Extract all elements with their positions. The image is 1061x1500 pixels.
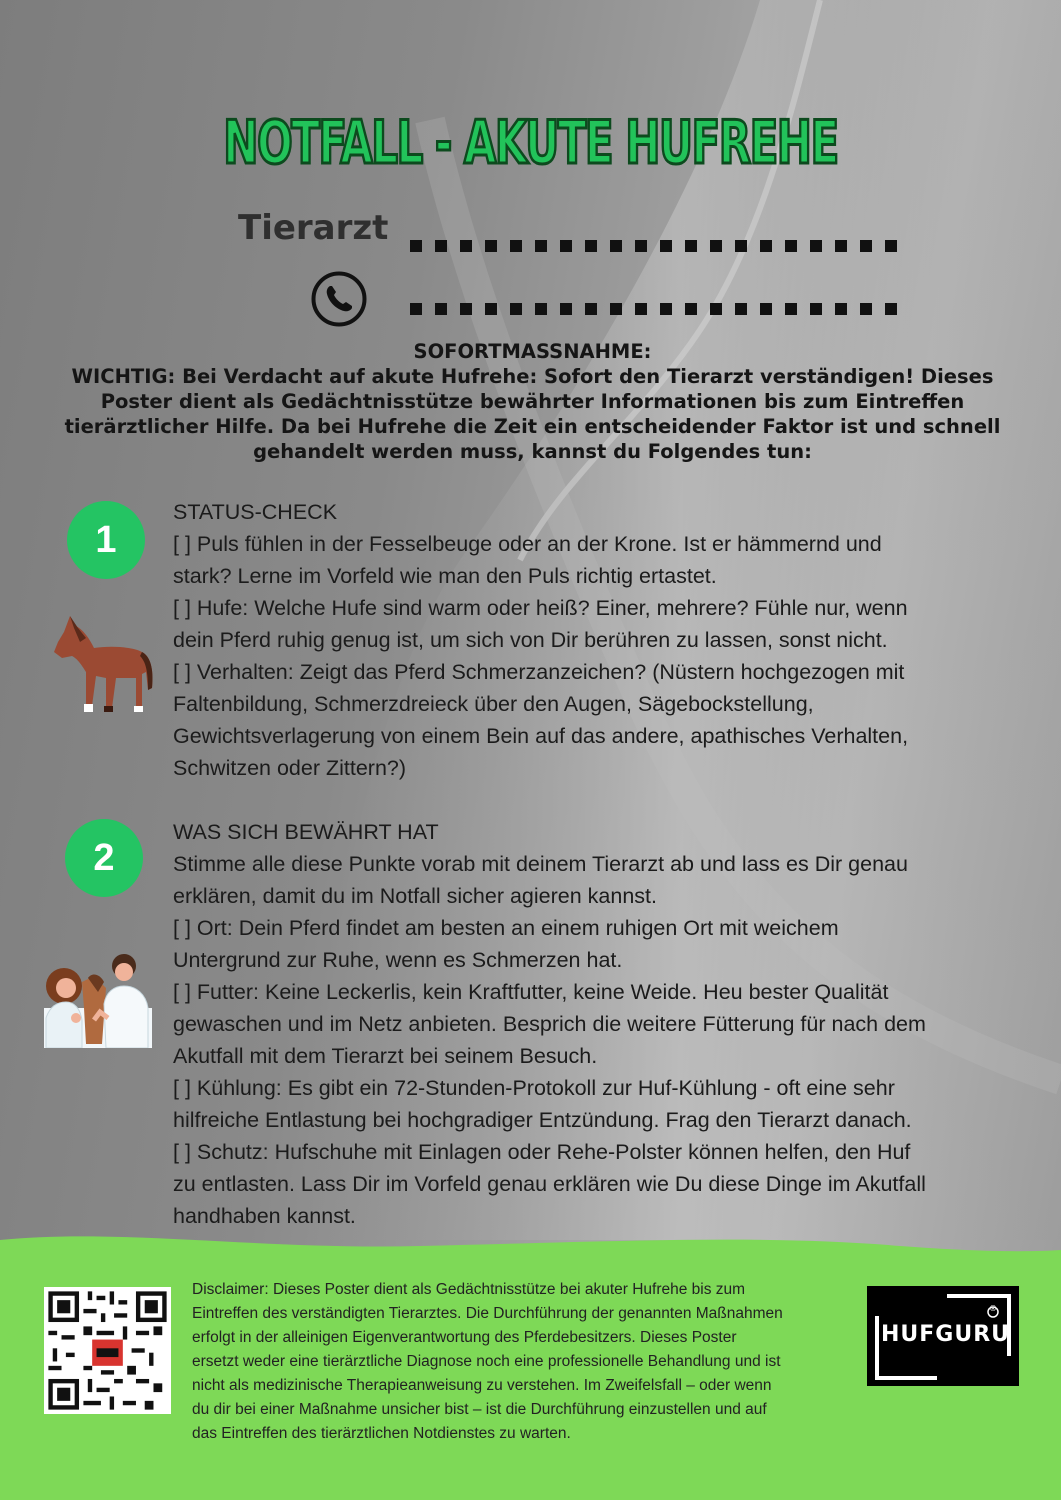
phone-icon	[311, 271, 367, 327]
sofort-heading: SOFORTMASSNAHME:	[413, 340, 652, 363]
disclaimer-line: du dir bei einer Maßnahme unsicher bist – ist die Durchführung einzustellen und auf	[192, 1401, 767, 1418]
step-1-badge: 1	[67, 501, 145, 579]
section-2-heading: WAS SICH BEWÄHRT HAT	[173, 820, 439, 844]
vet-label: Tierarzt	[238, 208, 389, 248]
disclaimer-line: Disclaimer: Dieses Poster dient als Gedächtnisstütze bei akuter Hufrehe bis zum	[192, 1281, 746, 1298]
section-2-line: hilfreiche Entlastung bei hochgradiger Entzündung. Frag den Tierarzt danach.	[173, 1108, 912, 1132]
section-2-line: gewaschen und im Netz anbieten. Besprich die weitere Fütterung für nach dem	[173, 1012, 926, 1036]
section-2-line: erklären, damit du im Notfall sicher agieren kannst.	[173, 884, 657, 908]
section-2-line: [ ] Kühlung: Es gibt ein 72-Stunden-Protokoll zur Huf-Kühlung - oft eine sehr	[173, 1076, 895, 1100]
section-1-line: Gewichtsverlagerung von einem Bein auf das andere, apathisches Verhalten,	[173, 724, 909, 748]
logo-registered: ®	[989, 1304, 997, 1313]
section-1-line: [ ] Verhalten: Zeigt das Pferd Schmerzanzeichen? (Nüstern hochgezogen mit	[173, 660, 905, 684]
section-1-line: Faltenbildung, Schmerzdreieck über den Augen, Sägebockstellung,	[173, 692, 814, 716]
disclaimer-line: Eintreffen des verständigten Tierarztes. Die Durchführung der genannten Maßnahmen	[192, 1305, 783, 1322]
sofort-line-3: tierärztlicher Hilfe. Da bei Hufrehe die Zeit ein entscheidender Faktor ist und schnell	[64, 415, 1001, 438]
section-2-line: zu entlasten. Lass Dir im Vorfeld genau erklären wie Du diese Dinge im Akutfall	[173, 1172, 926, 1196]
section-2-line: [ ] Futter: Keine Leckerlis, kein Kraftfutter, keine Weide. Heu bester Qualität	[173, 980, 889, 1004]
sofort-line-1: WICHTIG: Bei Verdacht auf akute Hufrehe: Sofort den Tierarzt verständigen! Dieses	[71, 365, 994, 388]
section-2-text	[173, 816, 1003, 1232]
vet-team-illustration	[42, 948, 154, 1048]
section-1-line: [ ] Hufe: Welche Hufe sind warm oder heiß? Einer, mehrere? Fühle nur, wenn	[173, 596, 908, 620]
poster-title: NOTFALL - AKUTE HUFREHE	[223, 108, 838, 178]
section-1-line: stark? Lerne im Vorfeld wie man den Puls richtig ertastet.	[173, 564, 717, 588]
logo-text: HUFGURU	[881, 1322, 1011, 1347]
step-2-badge: 2	[65, 819, 143, 897]
disclaimer	[192, 1278, 857, 1446]
hufguru-logo	[867, 1286, 1019, 1386]
section-2-line: handhaben kannst.	[173, 1204, 356, 1228]
section-1-heading: STATUS-CHECK	[173, 500, 338, 524]
disclaimer-line: ersetzt weder eine tierärztliche Diagnose noch eine professionelle Behandlung und ist	[192, 1353, 781, 1370]
disclaimer-line: nicht als medizinische Therapieanweisung zu verstehen. Im Zweifelsfall – oder wenn	[192, 1377, 772, 1394]
horse-illustration	[50, 612, 156, 716]
section-2-line: Untergrund zur Ruhe, wenn es Schmerzen hat.	[173, 948, 623, 972]
vet-phone-line[interactable]	[410, 303, 902, 315]
sofort-line-2: Poster dient als Gedächtnisstütze bewährter Informationen bis zum Eintreffen	[100, 390, 965, 413]
sofort-line-4: gehandelt werden muss, kannst du Folgendes tun:	[253, 440, 812, 463]
section-2-line: [ ] Ort: Dein Pferd findet am besten an einem ruhigen Ort mit weichem	[173, 916, 839, 940]
section-1-line: dein Pferd ruhig genug ist, um sich von Dir berühren zu lassen, sonst nicht.	[173, 628, 888, 652]
section-1-line: [ ] Puls fühlen in der Fesselbeuge oder an der Krone. Ist er hämmernd und	[173, 532, 882, 556]
section-1-text	[173, 496, 1003, 784]
disclaimer-line: erfolgt in der alleinigen Eigenverantwortung des Pferdebesitzers. Dieses Poster	[192, 1329, 737, 1346]
qr-code-pattern	[44, 1287, 171, 1414]
section-2-line: Akutfall mit dem Tierarzt bei seinem Besuch.	[173, 1044, 598, 1068]
qr-code[interactable]	[44, 1287, 171, 1414]
section-2-line: Stimme alle diese Punkte vorab mit deinem Tierarzt ab und lass es Dir genau	[173, 852, 908, 876]
disclaimer-line: das Eintreffen des tierärztlichen Notdienstes zu warten.	[192, 1425, 571, 1442]
section-2-line: [ ] Schutz: Hufschuhe mit Einlagen oder Rehe-Polster können helfen, den Huf	[173, 1140, 911, 1164]
section-1-line: Schwitzen oder Zittern?)	[173, 756, 407, 780]
vet-name-line[interactable]	[410, 240, 902, 252]
